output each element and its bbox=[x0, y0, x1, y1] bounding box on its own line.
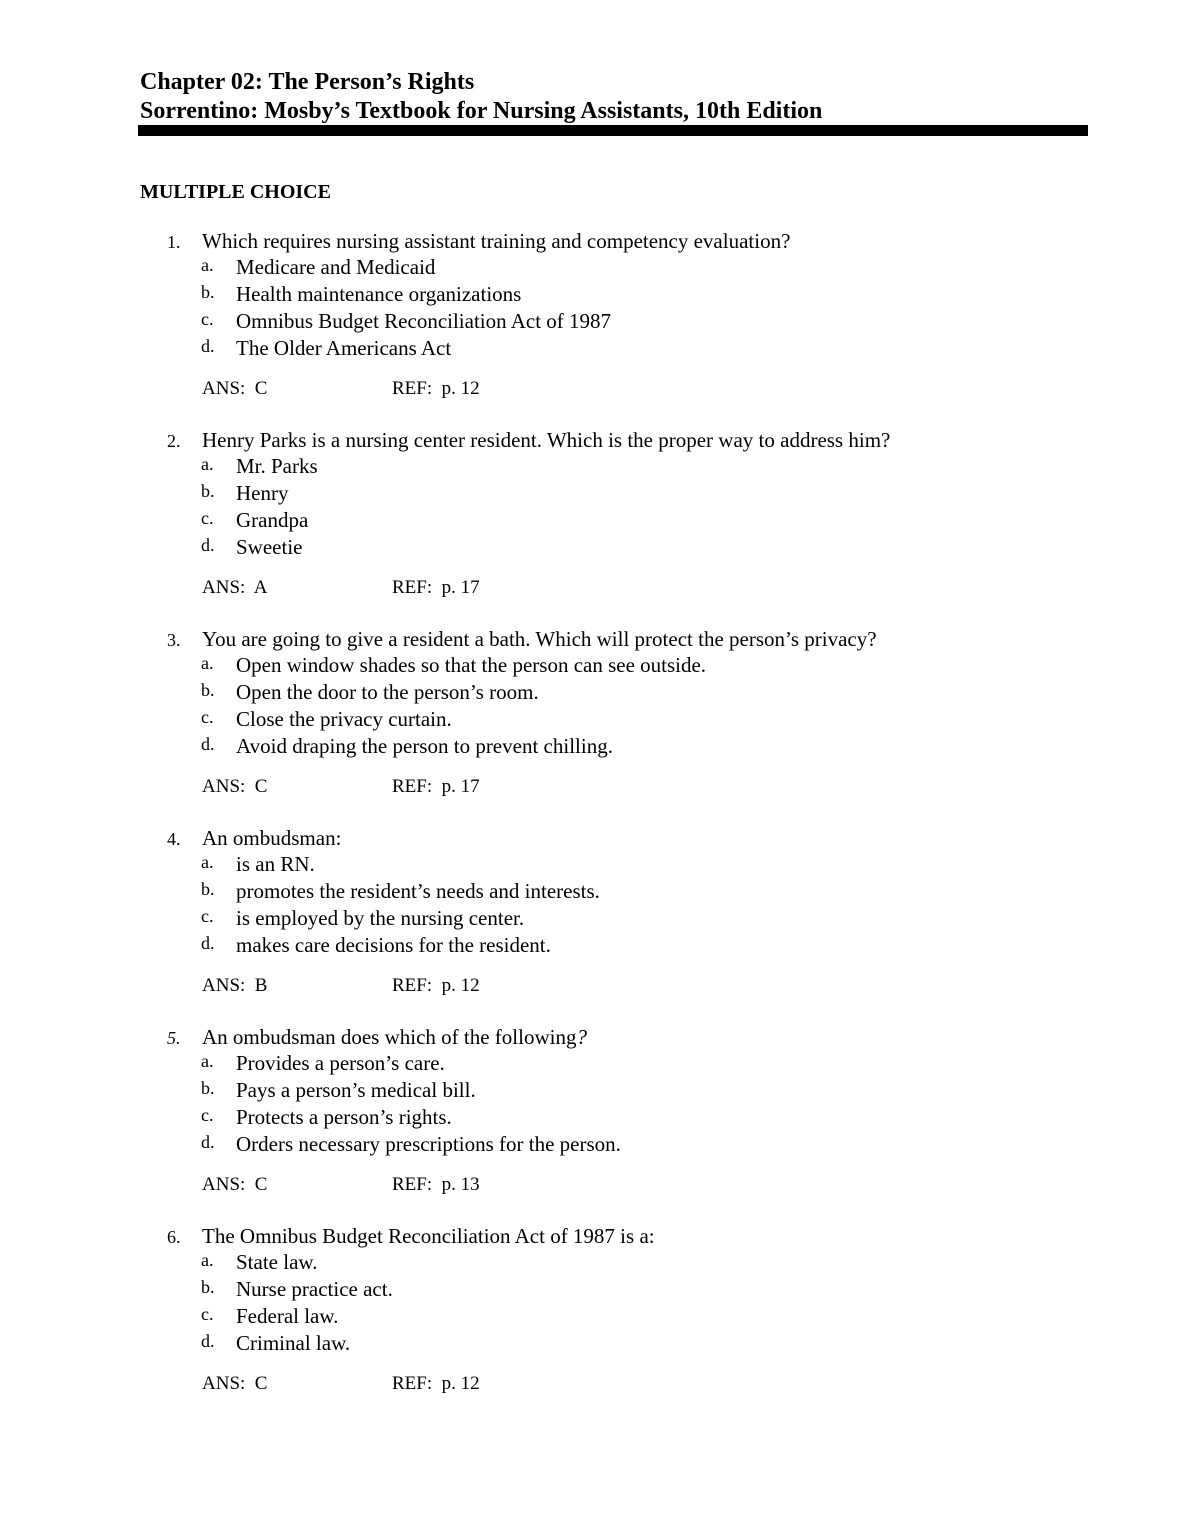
question-number: 6. bbox=[167, 1227, 181, 1247]
question-number: 3. bbox=[167, 630, 181, 650]
option-list bbox=[0, 254, 1190, 362]
option-text: Sweetie bbox=[236, 535, 303, 559]
question-3 bbox=[0, 626, 1190, 825]
option-text: Grandpa bbox=[236, 508, 309, 532]
option-b bbox=[0, 281, 1190, 308]
option-letter: a. bbox=[201, 255, 214, 275]
answer-key: ANS: C bbox=[202, 378, 268, 399]
question-stem-end: ? bbox=[576, 1025, 587, 1049]
option-text: Mr. Parks bbox=[236, 454, 318, 478]
document-header bbox=[140, 68, 1088, 126]
option-letter: c. bbox=[201, 1105, 214, 1125]
page-reference: REF: p. 13 bbox=[392, 1174, 480, 1195]
question-stem-text: An ombudsman does which of the following bbox=[202, 1025, 577, 1049]
option-b bbox=[0, 1077, 1190, 1104]
option-letter: c. bbox=[201, 309, 214, 329]
answer-row bbox=[0, 576, 1190, 602]
option-a bbox=[0, 453, 1190, 480]
answer-row bbox=[0, 1173, 1190, 1199]
option-text: Orders necessary prescriptions for the person. bbox=[236, 1132, 621, 1156]
answer-row bbox=[0, 775, 1190, 801]
option-letter: b. bbox=[201, 1078, 215, 1098]
option-list bbox=[0, 1050, 1190, 1158]
question-stem bbox=[202, 1024, 587, 1050]
option-letter: c. bbox=[201, 906, 214, 926]
option-text: Criminal law. bbox=[236, 1331, 351, 1355]
question-1 bbox=[0, 228, 1190, 427]
option-text: State law. bbox=[236, 1250, 318, 1274]
option-text: Medicare and Medicaid bbox=[236, 255, 436, 279]
question-stem: Which requires nursing assistant training and competency evaluation? bbox=[202, 229, 791, 253]
option-letter: a. bbox=[201, 454, 214, 474]
option-letter: c. bbox=[201, 707, 214, 727]
option-letter: c. bbox=[201, 1304, 214, 1324]
option-text: makes care decisions for the resident. bbox=[236, 933, 551, 957]
option-letter: c. bbox=[201, 508, 214, 528]
question-4 bbox=[0, 825, 1190, 1024]
option-letter: b. bbox=[201, 282, 215, 302]
question-stem: An ombudsman: bbox=[202, 826, 342, 850]
question-number: 1. bbox=[167, 232, 181, 252]
option-text: Health maintenance organizations bbox=[236, 282, 522, 306]
page-reference: REF: p. 12 bbox=[392, 975, 480, 996]
page-reference: REF: p. 12 bbox=[392, 378, 480, 399]
question-list bbox=[0, 228, 1190, 1422]
option-list bbox=[0, 453, 1190, 561]
option-text: is an RN. bbox=[236, 852, 315, 876]
option-list bbox=[0, 652, 1190, 760]
option-c bbox=[0, 308, 1190, 335]
option-d bbox=[0, 534, 1190, 561]
question-5 bbox=[0, 1024, 1190, 1223]
option-letter: d. bbox=[201, 734, 215, 754]
option-b bbox=[0, 480, 1190, 507]
option-c bbox=[0, 1303, 1190, 1330]
option-letter: d. bbox=[201, 933, 215, 953]
answer-key: ANS: B bbox=[202, 975, 268, 996]
option-letter: b. bbox=[201, 879, 215, 899]
answer-key: ANS: C bbox=[202, 1373, 268, 1394]
option-text: Omnibus Budget Reconciliation Act of 1987 bbox=[236, 309, 612, 333]
option-b bbox=[0, 679, 1190, 706]
option-letter: b. bbox=[201, 1277, 215, 1297]
question-6 bbox=[0, 1223, 1190, 1422]
question-2 bbox=[0, 427, 1190, 626]
question-stem: You are going to give a resident a bath. Which will protect the person’s privacy? bbox=[202, 627, 877, 651]
option-text: The Older Americans Act bbox=[236, 336, 452, 360]
page-reference: REF: p. 17 bbox=[392, 776, 480, 797]
option-d bbox=[0, 1330, 1190, 1357]
chapter-title: Chapter 02: The Person’s Rights bbox=[140, 69, 475, 95]
option-text: Protects a person’s rights. bbox=[236, 1105, 452, 1129]
option-text: Open window shades so that the person can see outside. bbox=[236, 653, 707, 677]
option-list bbox=[0, 1249, 1190, 1357]
option-text: promotes the resident’s needs and interests. bbox=[236, 879, 600, 903]
option-text: Close the privacy curtain. bbox=[236, 707, 452, 731]
option-b bbox=[0, 878, 1190, 905]
answer-key: ANS: C bbox=[202, 1174, 268, 1195]
option-letter: d. bbox=[201, 535, 215, 555]
option-a bbox=[0, 652, 1190, 679]
answer-key: ANS: A bbox=[202, 577, 268, 598]
option-letter: b. bbox=[201, 481, 215, 501]
option-c bbox=[0, 905, 1190, 932]
option-d bbox=[0, 335, 1190, 362]
option-text: is employed by the nursing center. bbox=[236, 906, 525, 930]
option-a bbox=[0, 851, 1190, 878]
option-letter: a. bbox=[201, 1051, 214, 1071]
option-text: Federal law. bbox=[236, 1304, 339, 1328]
answer-row bbox=[0, 1372, 1190, 1398]
option-text: Pays a person’s medical bill. bbox=[236, 1078, 476, 1102]
answer-row bbox=[0, 377, 1190, 403]
question-number: 2. bbox=[167, 431, 181, 451]
option-letter: a. bbox=[201, 1250, 214, 1270]
header-rule bbox=[138, 125, 1088, 136]
option-text: Avoid draping the person to prevent chilling. bbox=[236, 734, 613, 758]
option-text: Provides a person’s care. bbox=[236, 1051, 445, 1075]
option-text: Henry bbox=[236, 481, 289, 505]
answer-row bbox=[0, 974, 1190, 1000]
option-letter: d. bbox=[201, 1132, 215, 1152]
question-stem: The Omnibus Budget Reconciliation Act of 1987 is a: bbox=[202, 1224, 655, 1248]
answer-key: ANS: C bbox=[202, 776, 268, 797]
option-letter: d. bbox=[201, 336, 215, 356]
option-c bbox=[0, 1104, 1190, 1131]
option-letter: a. bbox=[201, 653, 214, 673]
option-a bbox=[0, 254, 1190, 281]
page-reference: REF: p. 17 bbox=[392, 577, 480, 598]
option-text: Nurse practice act. bbox=[236, 1277, 393, 1301]
question-stem: Henry Parks is a nursing center resident. Which is the proper way to address him? bbox=[202, 428, 891, 452]
option-c bbox=[0, 706, 1190, 733]
book-title: Sorrentino: Mosby’s Textbook for Nursing Assistants, 10th Edition bbox=[140, 98, 823, 124]
option-d bbox=[0, 1131, 1190, 1158]
page-reference: REF: p. 12 bbox=[392, 1373, 480, 1394]
option-d bbox=[0, 733, 1190, 760]
option-d bbox=[0, 932, 1190, 959]
option-letter: d. bbox=[201, 1331, 215, 1351]
option-b bbox=[0, 1276, 1190, 1303]
section-heading: MULTIPLE CHOICE bbox=[140, 181, 331, 203]
option-text: Open the door to the person’s room. bbox=[236, 680, 539, 704]
option-a bbox=[0, 1050, 1190, 1077]
option-list bbox=[0, 851, 1190, 959]
question-number: 5. bbox=[167, 1028, 181, 1048]
option-letter: b. bbox=[201, 680, 215, 700]
option-letter: a. bbox=[201, 852, 214, 872]
option-a bbox=[0, 1249, 1190, 1276]
question-number: 4. bbox=[167, 829, 181, 849]
option-c bbox=[0, 507, 1190, 534]
